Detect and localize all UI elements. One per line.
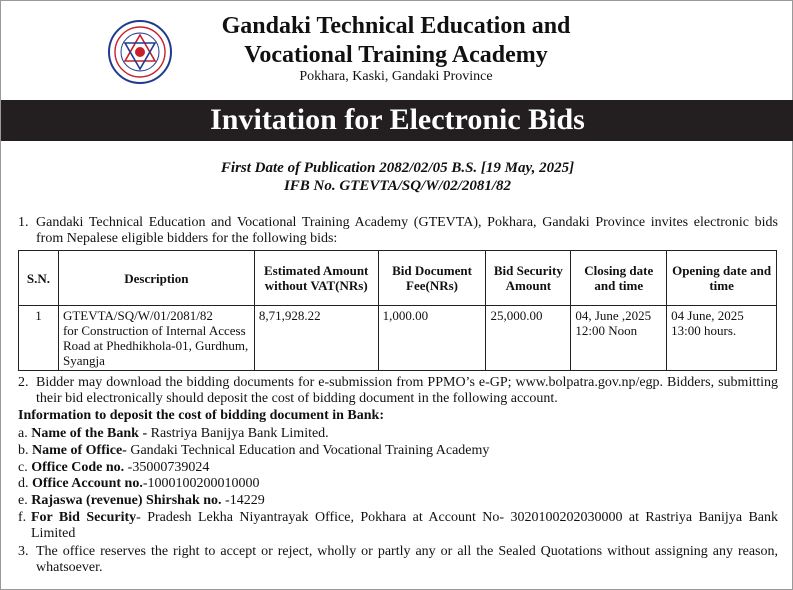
bank-info-c	[18, 460, 209, 476]
item-value: -1000100200010000	[142, 476, 260, 491]
bank-info-heading: Information to deposit the cost of bidding document in Bank:	[18, 408, 384, 423]
item-value: -35000739024	[124, 460, 210, 475]
item-label: d.	[18, 476, 32, 491]
table-header-cell: Opening date and time	[667, 251, 777, 306]
bank-info-e	[18, 493, 265, 509]
amount-cell: 8,71,928.22	[254, 306, 378, 371]
item-label: b.	[18, 443, 32, 458]
closing-date: 04, June ,2025	[575, 308, 652, 323]
academy-logo-icon	[107, 19, 173, 85]
opening-cell	[667, 306, 777, 371]
paragraph-1	[18, 215, 778, 247]
item-key: Name of Office-	[32, 443, 127, 458]
bank-info-d	[18, 476, 260, 492]
notice-title-banner: Invitation for Electronic Bids	[1, 100, 793, 141]
description-cell	[58, 306, 254, 371]
sn-cell: 1	[19, 306, 59, 371]
table-header-cell: Bid Security Amount	[486, 251, 571, 306]
item-value: - Pradesh Lekha Niyantrayak Office, Pokhara at Account No- 3020100202030000 at Rastriya Banijya Bank Limited	[31, 510, 779, 541]
bid-code: GTEVTA/SQ/W/01/2081/82	[62, 308, 213, 323]
publication-date: First Date of Publication 2082/02/05 B.S. [19 May, 2025]	[220, 160, 575, 176]
bids-table	[18, 250, 777, 371]
security-cell: 25,000.00	[486, 306, 571, 371]
organization-name-line2: Vocational Training Academy	[244, 42, 548, 68]
paragraph-text: Bidder may download the bidding documents for e-submission from PPMO’s e-GP; www.bolpatra.gov.np/egp. Bidders, submitting their bid electronically should deposit the cost of bidding document in the following account.	[36, 375, 778, 406]
item-key: Rajaswa (revenue) Shirshak no.	[31, 493, 222, 508]
table-header-row	[19, 251, 777, 306]
item-label: f.	[18, 510, 27, 525]
table-header-cell: S.N.	[19, 251, 59, 306]
table-header-cell: Bid Document Fee(NRs)	[378, 251, 486, 306]
fee-cell: 1,000.00	[378, 306, 486, 371]
item-label: c.	[18, 460, 32, 475]
item-value: -14229	[221, 493, 265, 508]
closing-time: 12:00 Noon	[575, 323, 638, 338]
paragraph-2	[18, 375, 778, 407]
paragraph-3	[18, 544, 778, 576]
opening-date: 04 June, 2025	[671, 308, 744, 323]
item-key: For Bid Security	[31, 510, 137, 525]
paragraph-number: 2.	[18, 375, 29, 390]
publication-info	[1, 159, 793, 195]
table-header-cell: Description	[58, 251, 254, 306]
bank-info-f	[18, 510, 778, 542]
item-key: Office Account no.	[32, 476, 143, 491]
paragraph-text: Gandaki Technical Education and Vocational Training Academy (GTEVTA), Pokhara, Gandaki Province invites electronic bids from Nepalese eligible bidders for the following bids:	[36, 215, 778, 246]
organization-address: Pokhara, Kaski, Gandaki Province	[299, 69, 493, 84]
paragraph-number: 1.	[18, 215, 29, 230]
bid-description: for Construction of Internal Access Road at Phedhikhola-01, Gurdhum, Syangja	[62, 323, 249, 368]
bank-info-a	[18, 426, 329, 442]
item-value: Rastriya Banijya Bank Limited.	[150, 426, 329, 441]
paragraph-text: The office reserves the right to accept or reject, wholly or partly any or all the Sealed Quotations without assigning any reason, whatsoever.	[36, 544, 778, 575]
table-row	[19, 306, 777, 371]
table-header-cell: Estimated Amount without VAT(NRs)	[254, 251, 378, 306]
item-key: Office Code no.	[31, 460, 125, 475]
item-key: Name of the Bank -	[31, 426, 151, 441]
organization-name	[181, 12, 611, 70]
table-header-cell: Closing date and time	[571, 251, 667, 306]
item-label: a.	[18, 426, 32, 441]
bank-info-b	[18, 443, 489, 459]
item-label: e.	[18, 493, 32, 508]
organization-name-line1: Gandaki Technical Education and	[221, 13, 571, 39]
ifb-number: IFB No. GTEVTA/SQ/W/02/2081/82	[283, 178, 512, 194]
closing-cell	[571, 306, 667, 371]
opening-time: 13:00 hours.	[671, 323, 737, 338]
paragraph-number: 3.	[18, 544, 29, 559]
item-value: Gandaki Technical Education and Vocational Training Academy	[126, 443, 490, 458]
